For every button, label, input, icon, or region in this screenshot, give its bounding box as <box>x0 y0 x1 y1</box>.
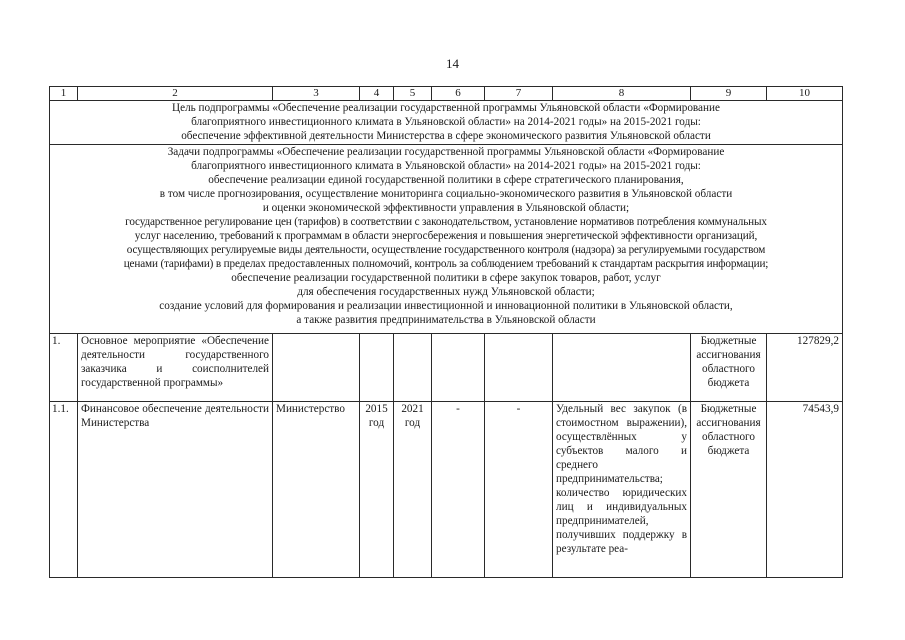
task-line: обеспечение реализации государственной политики в сфере закупок товаров, работ, услуг <box>231 272 661 284</box>
goal-row <box>50 101 843 145</box>
task-line: создание условий для формирования и реализации инвестиционной и инновационной политики в Ульяновской области, <box>159 300 733 312</box>
row-index: 1.1. <box>50 402 78 578</box>
executor: Министерство <box>273 402 360 578</box>
funding-source: Бюджетные ассигнования областного бюджета <box>691 402 767 578</box>
indicator: Удельный вес закупок (в стоимостном выражении), осуществлённых у субъектов малого и среднего предпринимательства; количество юридических лиц и индивидуальных предпринимателей, получивших поддержку в результате реа- <box>553 402 691 578</box>
column-number: 8 <box>553 87 691 101</box>
row-index: 1. <box>50 334 78 402</box>
table-row <box>50 334 843 402</box>
goal-line: обеспечение эффективной деятельности Министерства в сфере экономического развития Ульяновской области <box>181 130 711 142</box>
goal-line: Цель подпрограммы «Обеспечение реализации государственной программы Ульяновской области «Формирование <box>172 102 720 114</box>
task-line: благоприятного инвестиционного климата в Ульяновской области» на 2014-2021 годы» на 2015-2021 годы: <box>191 160 701 172</box>
column-number: 2 <box>78 87 273 101</box>
year-start <box>360 334 394 402</box>
column-number: 7 <box>485 87 553 101</box>
task-line: ценами (тарифами) в пределах предоставленных полномочий, контроль за соблюдением требований к стандартам раскрытия информации; <box>123 258 769 270</box>
column-number: 9 <box>691 87 767 101</box>
subprogram-goal <box>50 101 843 145</box>
goal-line: благоприятного инвестиционного климата в Ульяновской области» на 2014-2021 годы» на 2015-2021 годы: <box>191 116 701 128</box>
program-table <box>49 86 843 578</box>
task-line: осуществляющих регулируемые виды деятельности, осуществление государственного контроля (надзора) за регулируемыми государством <box>126 244 766 256</box>
tasks-row <box>50 145 843 334</box>
column-number: 5 <box>394 87 432 101</box>
task-line: в том числе прогнозирования, осуществление мониторинга социально-экономического развития в Ульяновской области <box>159 188 733 200</box>
task-line: а также развития предпринимательства в Ульяновской области <box>296 314 596 326</box>
year-end <box>394 334 432 402</box>
task-line: Задачи подпрограммы «Обеспечение реализации государственной программы Ульяновской области «Формирование <box>167 146 725 158</box>
task-line: государственное регулирование цен (тарифов) в соответствии с законодательством, установление нормативов потребления коммунальных <box>125 216 767 228</box>
year-start: 2015 год <box>360 402 394 578</box>
column-7-value <box>485 334 553 402</box>
column-number-row <box>50 87 843 101</box>
column-6-value <box>432 334 485 402</box>
column-7-value: - <box>485 402 553 578</box>
task-line: для обеспечения государственных нужд Ульяновской области; <box>297 286 595 298</box>
indicator <box>553 334 691 402</box>
column-number: 3 <box>273 87 360 101</box>
task-line: услуг населению, требований к программам в области энергосбережения и повышения энергетической эффективности организаций, <box>134 230 758 242</box>
subprogram-tasks <box>50 145 843 334</box>
measure-name: Основное мероприятие «Обеспечение деятельности государственного заказчика и соисполнителей государственной программы» <box>78 334 273 402</box>
funding-amount: 74543,9 <box>767 402 843 578</box>
task-line: обеспечение реализации единой государственной политики в сфере стратегического планирования, <box>208 174 684 186</box>
funding-source: Бюджетные ассигнования областного бюджета <box>691 334 767 402</box>
year-end: 2021 год <box>394 402 432 578</box>
task-line: и оценки экономической эффективности управления в Ульяновской области; <box>262 202 630 214</box>
column-number: 10 <box>767 87 843 101</box>
column-6-value: - <box>432 402 485 578</box>
column-number: 6 <box>432 87 485 101</box>
column-number: 1 <box>50 87 78 101</box>
table-row <box>50 402 843 578</box>
column-number: 4 <box>360 87 394 101</box>
executor <box>273 334 360 402</box>
measure-name: Финансовое обеспечение деятельности Министерства <box>78 402 273 578</box>
funding-amount: 127829,2 <box>767 334 843 402</box>
page-number: 14 <box>446 56 459 71</box>
